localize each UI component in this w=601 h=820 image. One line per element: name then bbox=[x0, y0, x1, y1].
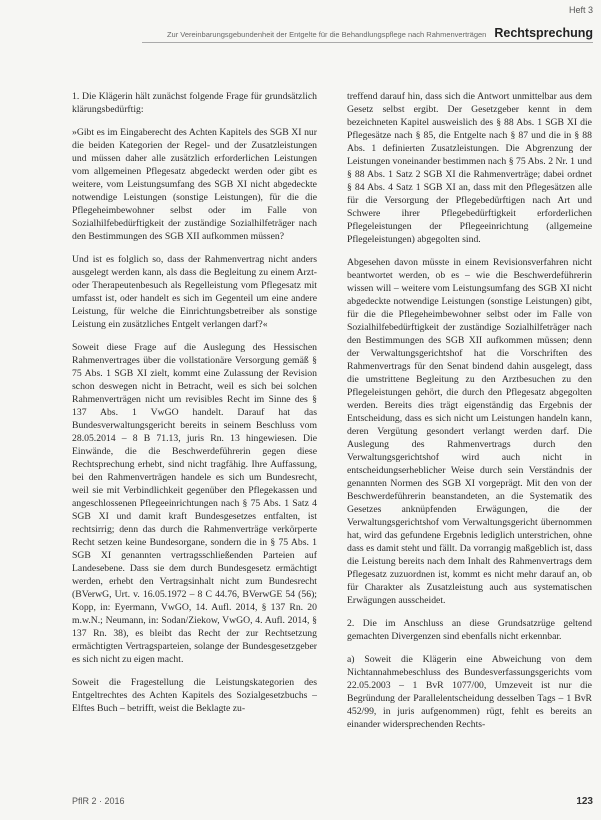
page-number: 123 bbox=[576, 796, 593, 807]
section-title: Rechtsprechung bbox=[494, 26, 593, 40]
paragraph: 1. Die Klägerin hält zunächst folgende Frage für grundsätzlich klärungsbedürftig: bbox=[72, 91, 317, 115]
paragraph: Soweit die Fragestellung die Leistungskategorien des Entgeltrechtes des Achten Kapitels des Sozialgesetzbuchs – Elftes Buch – betrifft, weist die Beklagte zu- bbox=[72, 677, 317, 714]
paragraph: Soweit diese Frage auf die Auslegung des Hessischen Rahmenvertrages über die vollstationäre Versorgung gemäß § 75 Abs. 1 SGB XI zielt, kommt eine Zulassung der Revision schon deswegen nicht in Betracht, weil es sich bei solchen Rahmenverträgen nicht um revisibles Recht im Sinne des § 137 Abs. 1 VwGO handelt. Darauf hat das Bundesverwaltungsgericht bereits in seinem Beschluss vom 28.05.2014 – 8 B 71.13, juris Rn. 13 hingewiesen. Die Einwände, die die Beschwerdeführerin gegen diese Rechtsprechung erhebt, sind nicht tragfähig. Ihre Auffassung, bei den Rahmenverträgen handele es sich um Bundesrecht, weil sie mit Verbindlichkeit gegenüber den Pflegekassen und angeschlossenen Pflegeeinrichtungen nach § 75 Abs. 1 Satz 4 SGB XI und damit kraft Bundesgesetzes entfalten, ist rechtsirrig; denn das durch die Rahmenverträge verkörperte Recht setzen keine Bundesorgane, sondern die in § 75 Abs. 1 SGB XI genannten vertragsschließenden Parteien auf Landesebene. Dass sie dem durch Bundesgesetz ermächtigt werden, erhebt den Vertragsinhalt nicht zum Bundesrecht (BVerwG, Urt. v. 16.05.1972 – 8 C 44.76, BVerwGE 54 (56); Kopp, in: Eyermann, VwGO, 14. Aufl. 2014, § 137 Rn. 20 m.w.N.; Neumann, in: Sodan/Ziekow, VwGO, 4. Aufl. 2014, § 137 Rn. 38), es bleibt das Recht der zur Rechtsetzung ermächtigten Vertragsparteien, solange der Bundesgesetzgeber es sich nicht zu eigen macht. bbox=[72, 342, 317, 665]
journal-name: PflR 2 · 2016 bbox=[72, 796, 125, 806]
paragraph: Und ist es folglich so, dass der Rahmenvertrag nicht anders ausgelegt werden kann, als dass die Begleitung zu einem Arzt- oder Therapeutenbesuch als Regelleistung vom Pflegesatz mit umfasst ist, oder handelt es sich im Gegenteil um eine andere Leistung, für welche die Einrichtungsbetreiber als sonstige Leistung ein zusätzliches Entgelt verlangen darf?« bbox=[72, 254, 317, 330]
page-footer bbox=[72, 796, 593, 807]
running-title: Zur Vereinbarungsgebundenheit der Entgelte für die Behandlungspflege nach Rahmenverträgen bbox=[166, 30, 487, 39]
paragraph: a) Soweit die Klägerin eine Abweichung von dem Nichtannahmebeschluss des Bundesverfassungsgerichts vom 22.05.2003 – 1 BvR 1077/00, Umzeveit ist nur die Begründung der Parallelentscheidung desselben Tags – 1 BvR 452/99, in juris aufgenommen) rügt, fehlt es bereits an einander widersprechenden Rechts- bbox=[347, 654, 592, 730]
text-columns bbox=[72, 90, 592, 780]
paragraph: »Gibt es im Eingaberecht des Achten Kapitels des SGB XI nur die beiden Kategorien der Regel- und der Zusatzleistungen und müssen daher alle zusätzlich erforderlichen Leistungen vom allgemeinen Pflegesatz abgedeckt werden oder gibt es weitere, vom Leistungsumfang des SGB XI nicht abgedeckte notwendige Leistungen (sonstige Leistungen), für die die Pflegeheimbewohner selbst oder im Falle von Sozialhilfebedürftigkeit der zuständige Sozialhilfeträger nach den Bestimmungen des SGB XII aufkommen müssen? bbox=[72, 127, 317, 242]
paragraph: treffend darauf hin, dass sich die Antwort unmittelbar aus dem Gesetz selbst ergibt. Der Gesetzgeber kennt in dem bezeichneten Kapitel ausweislich des § 88 Abs. 1 SGB XI die Pflegesätze nach § 85, die Entgelte nach § 87 und die in § 88 Abs. 1 definierten Zusatzleistungen. Die Abgrenzung der Leistungen voneinander bestimmen nach § 75 Abs. 2 Nr. 1 und § 88 Abs. 1 Satz 2 SGB XI die Rahmenverträge; dabei ordnet § 84 Abs. 4 Satz 1 SGB XI an, dass mit den Pflegesätzen alle für die Versorgung der Pflegebedürftigen nach Art und Schwere ihrer Pflegebedürftigkeit erforderlichen Pflegeleistungen der Pflegeeinrichtung (allgemeine Pflegeleistungen) abgegolten sind. bbox=[347, 91, 592, 245]
column-right bbox=[347, 90, 592, 780]
running-header bbox=[142, 18, 593, 43]
issue-label: Heft 3 bbox=[568, 5, 593, 15]
paragraph: Abgesehen davon müsste in einem Revisionsverfahren nicht beantwortet werden, ob es – wie die Beschwerdeführerin wissen will – weitere vom Leistungsumfang des SGB XI nicht abgedeckte notwendige Leistungen (sonstige Leistungen) gibt, für die die Pflegeheimbewohner selbst oder im Falle von Sozialhilfebedürftigkeit der zuständige Sozialhilfeträger nach den Bestimmungen des SGB XII aufkommen müssen; denn der Verwaltungsgerichtshof hat die Vorschriften des Rahmenvertrags für den Senat bindend dahin ausgelegt, dass die umstrittene Begleitung zu den Arztbesuchen zu den Pflegeleistungen gehört, die durch den Pflegesatz abgegolten werden. Bereits dies trägt eigenständig das Ergebnis der Entscheidung, dass es sich nicht um Leistungen handeln kann, deren Vergütung gesondert verlangt werden darf. Die Auslegung des Rahmenvertrags durch den Verwaltungsgerichtshof wird auch nicht in entscheidungserheblicher Weise durch sein Verständnis der genannten Normen des SGB XI vorgeprägt. Mit den von der Beschwerdeführerin beanstandeten, an die Systematik des Gesetzes anknüpfenden Erwägungen, die der Verwaltungsgerichtshof vom Verwaltungsgericht übernommen hat, wird das gefundene Ergebnis lediglich unterstrichen, ohne dass es damit steht und fällt. Da vorrangig maßgeblich ist, dass die Leistung bereits nach dem Inhalt des Rahmenvertrags dem Pflegesatz zuzuordnen ist, kommt es nicht mehr darauf an, ob für Charakter als Zusatzleistung auch aus systematischen Erwägungen ausscheidet. bbox=[347, 257, 592, 606]
column-left bbox=[72, 90, 317, 780]
paragraph: 2. Die im Anschluss an diese Grundsatzrüge geltend gemachten Divergenzen sind ebenfalls nicht erkennbar. bbox=[347, 618, 592, 642]
